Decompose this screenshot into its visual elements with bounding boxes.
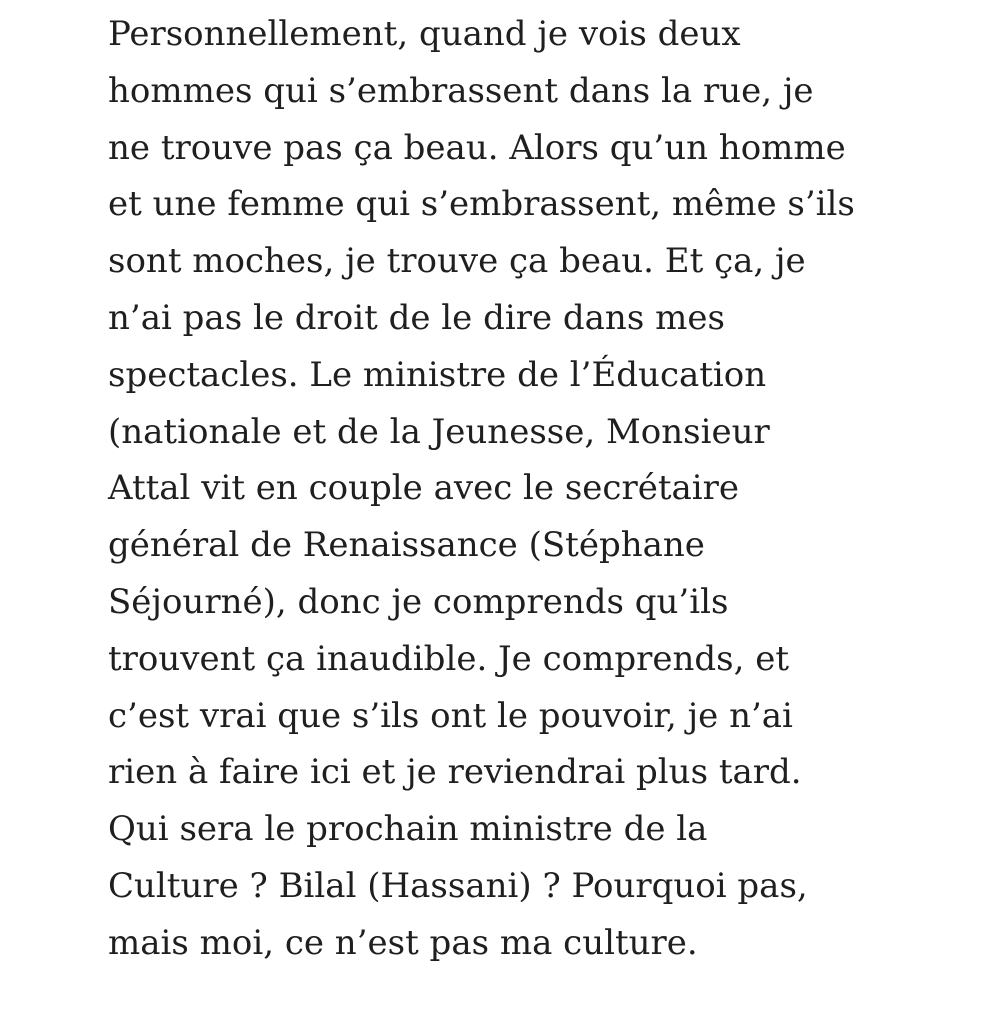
- paragraph-line: trouvent ça inaudible. Je comprends, et: [108, 638, 790, 679]
- paragraph-line: et une femme qui s’embrassent, même s’ils: [108, 184, 855, 225]
- paragraph-line: général de Renaissance (Stéphane: [108, 525, 705, 566]
- paragraph-line: Qui sera le prochain ministre de la: [108, 809, 708, 850]
- paragraph-line: rien à faire ici et je reviendrai plus tard.: [108, 752, 802, 793]
- paragraph-line: Attal vit en couple avec le secrétaire: [108, 468, 740, 509]
- paragraph-line: Personnellement, quand je vois deux: [108, 14, 741, 54]
- paragraph-line: c’est vrai que s’ils ont le pouvoir, je n’ai: [108, 695, 793, 736]
- paragraph-line: Séjourné), donc je comprends qu’ils: [108, 581, 729, 622]
- paragraph-line: spectacles. Le ministre de l’Éducation: [108, 354, 767, 395]
- article-paragraph: [108, 6, 968, 972]
- paragraph-line: ne trouve pas ça beau. Alors qu’un homme: [108, 127, 846, 168]
- paragraph-line: sont moches, je trouve ça beau. Et ça, je: [108, 241, 806, 282]
- paragraph-line: n’ai pas le droit de le dire dans mes: [108, 297, 725, 338]
- paragraph-line: Culture ? Bilal (Hassani) ? Pourquoi pas,: [108, 865, 808, 906]
- paragraph-line: hommes qui s’embrassent dans la rue, je: [108, 70, 814, 111]
- paragraph-line: (nationale et de la Jeunesse, Monsieur: [108, 411, 770, 452]
- paragraph-line: mais moi, ce n’est pas ma culture.: [108, 922, 698, 963]
